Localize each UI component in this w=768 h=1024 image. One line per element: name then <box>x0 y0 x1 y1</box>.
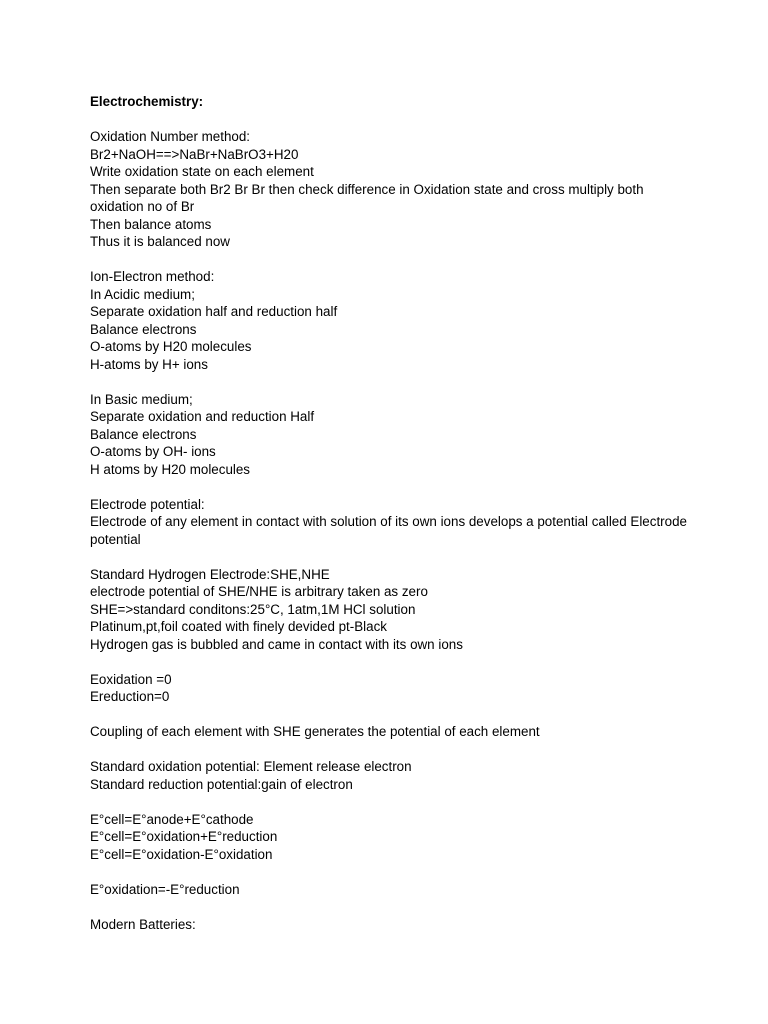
ecell-section <box>90 811 690 864</box>
text-line: E°cell=E°anode+E°cathode <box>90 811 254 827</box>
text-line: E°oxidation=-E°reduction <box>90 881 240 897</box>
section-heading: Modern Batteries: <box>90 916 196 932</box>
spacer <box>90 251 690 269</box>
text-line: Hydrogen gas is bubbled and came in contact with its own ions <box>90 636 463 652</box>
text-line: Br2+NaOH==>NaBr+NaBrO3+H20 <box>90 146 299 162</box>
text-line: electrode potential of SHE/NHE is arbitrary taken as zero <box>90 584 428 599</box>
text-line: Standard reduction potential:gain of electron <box>90 776 353 792</box>
ion-electron-section <box>90 268 690 373</box>
text-line: Separate oxidation half and reduction half <box>90 304 338 319</box>
spacer <box>90 478 690 496</box>
coupling-section <box>90 723 690 741</box>
text-line: Eoxidation =0 <box>90 671 172 687</box>
text-line: Then balance atoms <box>90 216 212 232</box>
text-line: In Acidic medium; <box>90 286 195 302</box>
text-line: Thus it is balanced now <box>90 234 230 249</box>
spacer <box>90 653 690 671</box>
text-line: O-atoms by H20 molecules <box>90 339 252 354</box>
text-line: Platinum,pt,foil coated with finely devided pt-Black <box>90 619 387 634</box>
spacer <box>90 793 690 811</box>
text-line: H atoms by H20 molecules <box>90 461 251 477</box>
text-line: Standard oxidation potential: Element release electron <box>90 759 412 774</box>
document-title: Electrochemistry: <box>90 94 204 109</box>
section-heading: Standard Hydrogen Electrode:SHE,NHE <box>90 566 330 582</box>
spacer <box>90 373 690 391</box>
text-line: Ereduction=0 <box>90 689 170 704</box>
oxidation-number-section <box>90 128 690 251</box>
spacer <box>90 706 690 724</box>
eoxidation-section <box>90 881 690 899</box>
basic-medium-section <box>90 391 690 479</box>
spacer <box>90 111 690 129</box>
text-line: Write oxidation state on each element <box>90 164 314 179</box>
text-line: Separate oxidation and reduction Half <box>90 409 315 424</box>
text-line: Balance electrons <box>90 321 197 337</box>
text-line: E°cell=E°oxidation+E°reduction <box>90 829 278 844</box>
section-heading: Oxidation Number method: <box>90 129 251 144</box>
electrode-potential-section <box>90 496 690 549</box>
section-heading: Electrode potential: <box>90 496 205 512</box>
zero-values-section <box>90 671 690 706</box>
text-line: O-atoms by OH- ions <box>90 444 216 459</box>
text-line: H-atoms by H+ ions <box>90 356 208 372</box>
spacer <box>90 548 690 566</box>
text-line: Coupling of each element with SHE generates the potential of each element <box>90 724 540 739</box>
text-line: SHE=>standard conditons:25°C, 1atm,1M HCl solution <box>90 601 416 617</box>
she-section <box>90 566 690 654</box>
text-line: E°cell=E°oxidation-E°oxidation <box>90 846 273 862</box>
text-line: Balance electrons <box>90 426 197 442</box>
section-heading: Ion-Electron method: <box>90 269 215 284</box>
standard-potentials-section <box>90 758 690 793</box>
spacer <box>90 898 690 916</box>
modern-batteries-section <box>90 916 690 934</box>
spacer <box>90 863 690 881</box>
text-line: Electrode of any element in contact with solution of its own ions develops a potential called Electrode potential <box>90 514 691 547</box>
spacer <box>90 741 690 759</box>
text-line: Then separate both Br2 Br Br then check difference in Oxidation state and cross multiply both oxidation no of Br <box>90 181 648 214</box>
text-line: In Basic medium; <box>90 391 193 407</box>
document-page <box>90 93 690 933</box>
